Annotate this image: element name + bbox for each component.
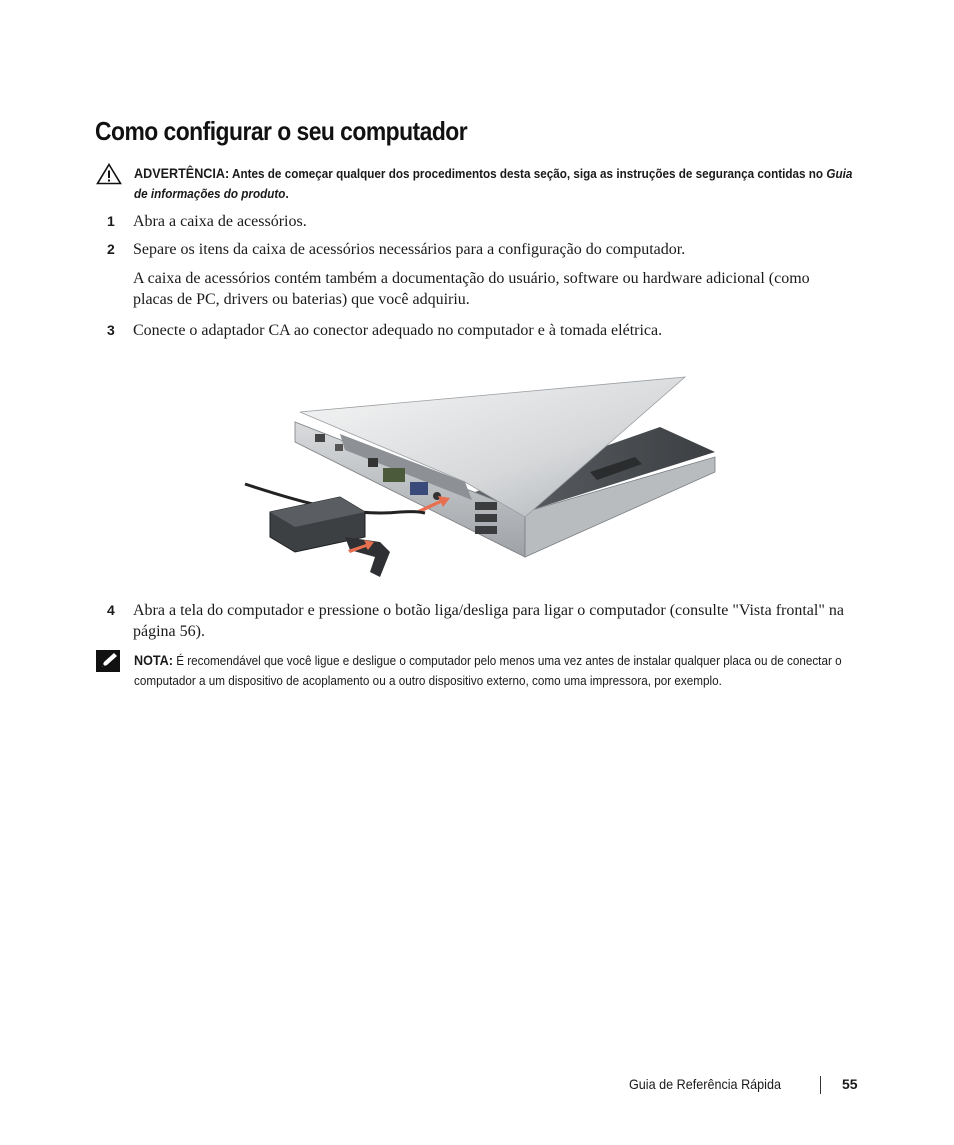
step-1 (107, 211, 847, 232)
page-title: Como configurar o seu computador (95, 116, 468, 146)
product-info-guide-reference: Guia de informações do produto (134, 166, 853, 201)
step-number: 3 (107, 322, 115, 338)
note-notice (96, 650, 856, 691)
page-number: 55 (842, 1076, 858, 1092)
step-number: 2 (107, 241, 115, 257)
step-number: 4 (107, 602, 115, 618)
warning-label: ADVERTÊNCIA: (134, 165, 230, 181)
step-3 (107, 320, 847, 341)
step-text: Abra a tela do computador e pressione o botão liga/desliga para ligar o computador (consulte "Vista frontal" na página 56). (133, 602, 844, 640)
warning-notice (96, 163, 856, 204)
warning-text: Antes de começar qualquer dos procedimentos desta seção, siga as instruções de segurança contidas no (232, 166, 824, 181)
footer-guide-title: Guia de Referência Rápida (629, 1076, 782, 1092)
step-number: 1 (107, 213, 115, 229)
laptop-ac-adapter-illustration (240, 372, 720, 587)
step-2-paragraph: A caixa de acessórios contém também a documentação do usuário, software ou hardware adicional (como placas de PC, drivers ou baterias) que você adquiriu. (133, 270, 810, 308)
note-pencil-icon (96, 650, 122, 672)
warning-icon (96, 163, 122, 185)
footer-separator (820, 1076, 821, 1094)
step-text: Abra a caixa de acessórios. (133, 213, 307, 230)
note-label: NOTA: (134, 652, 173, 668)
warning-end: . (285, 186, 289, 201)
step-4 (107, 600, 847, 642)
step-text: Conecte o adaptador CA ao conector adequado no computador e à tomada elétrica. (133, 322, 663, 339)
note-text: É recomendável que você ligue e desligue o computador pelo menos uma vez antes de instalar qualquer placa ou de conectar o computador a um dispositivo de acoplamento ou a outro dispositivo externo, como uma impressora, por exemplo. (134, 653, 842, 688)
step-text: Separe os itens da caixa de acessórios necessários para a configuração do computador. (133, 241, 686, 258)
step-2 (107, 239, 847, 260)
